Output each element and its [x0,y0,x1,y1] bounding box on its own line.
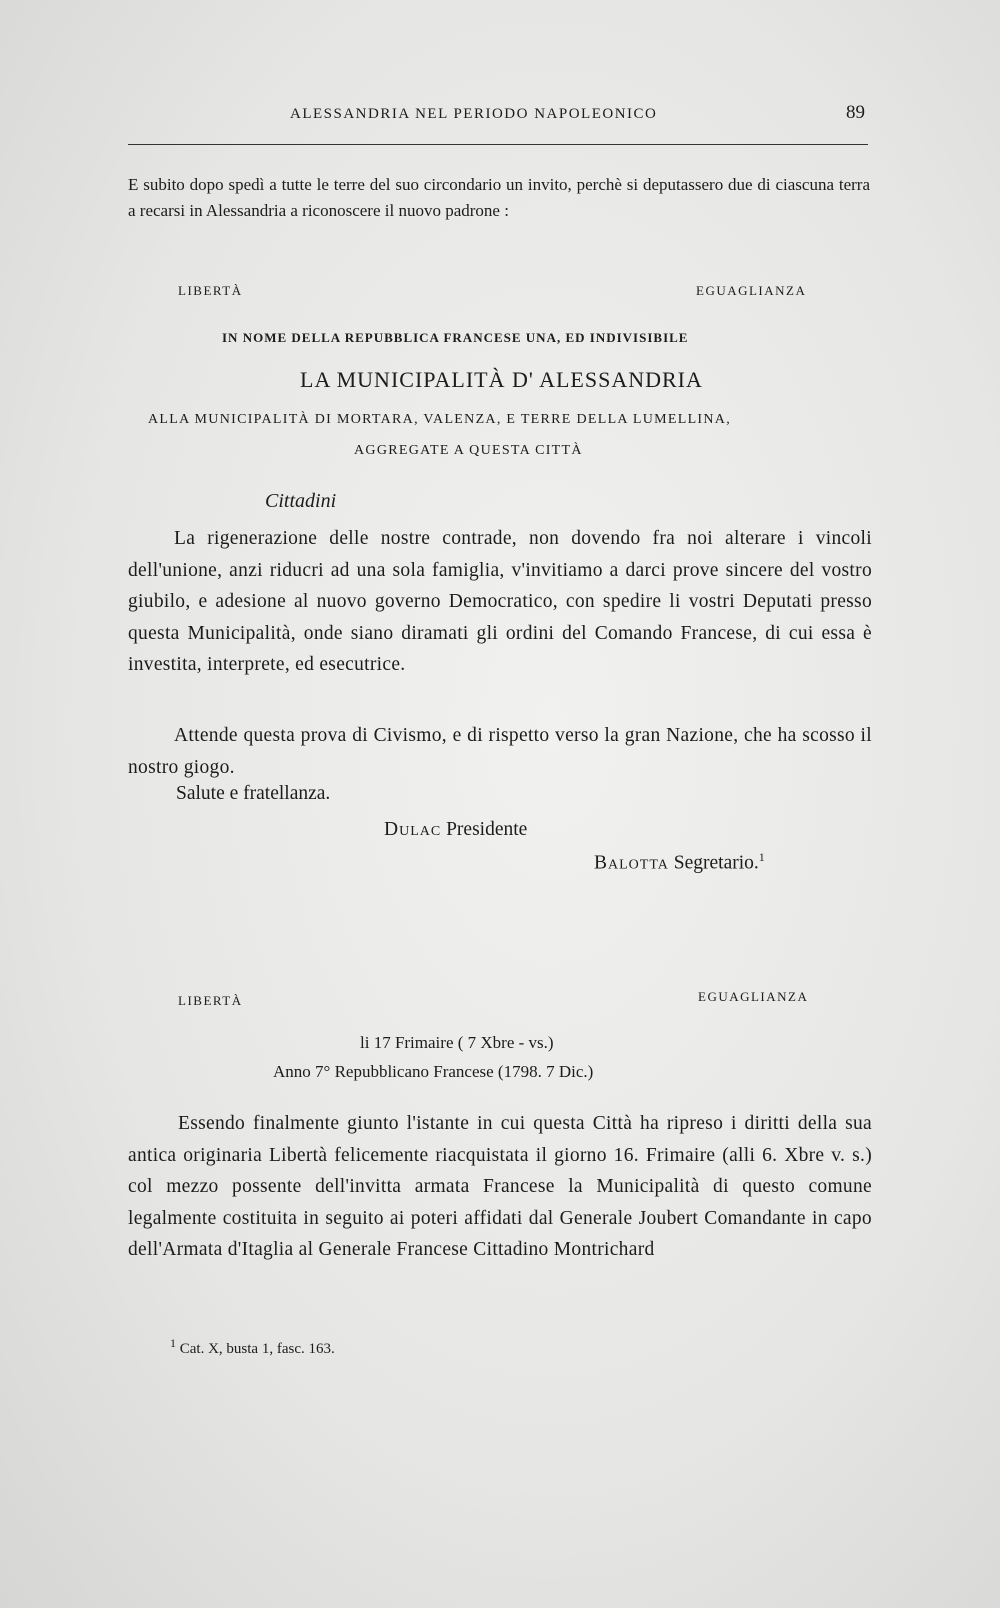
date-line-2: Anno 7° Repubblicano Francese (1798. 7 Dic.) [273,1062,594,1081]
signer2-name: Balotta [594,852,669,874]
proclamation-title: LA MUNICIPALITÀ D' ALESSANDRIA [300,367,703,392]
signature-president [384,819,527,841]
closing-line: Salute e fratellanza. [176,783,331,804]
second-document-paragraph: Essendo finalmente giunto l'istante in cui questa Città ha ripreso i diritti della sua antica originaria Libertà felicemente riacquistata il giorno 16. Frimaire (alli 6. Xbre v. s.) col mezzo possente dell'invitta armata Francese la Municipalità di questo comune legalmente costituita in seguito ai poteri affidati dal Generale Joubert Comandante in capo dell'Armata d'Itaglia al Generale Francese Cittadino Montrichard [128,1113,872,1260]
motto-liberta-2: LIBERTÀ [178,993,243,1008]
proclamation-paragraph-2: Attende questa prova di Civismo, e di rispetto verso la gran Nazione, che ha scosso il nostro giogo. [128,725,872,778]
signature-secretary [594,850,765,875]
address-line-2: AGGREGATE A QUESTA CITTÀ [354,443,583,458]
proclamation-subtitle: IN NOME DELLA REPUBBLICA FRANCESE UNA, ED INDIVISIBILE [222,330,689,345]
motto-liberta: LIBERTÀ [178,283,243,298]
signer1-role: Presidente [446,819,528,840]
signer1-name: Dulac [384,819,442,840]
proclamation-paragraph-1: La rigenerazione delle nostre contrade, non dovendo fra noi alterare i vincoli dell'unione, anzi riducri ad una sola famiglia, v'invitiamo a darci prove sincere del vostro giubilo, e adesione al nuovo governo Democratico, con spedire li vostri Deputati presso questa Municipalità, onde siano diramati gli ordini del Comando Francese, di cui essa è investita, interprete, ed esecutrice. [128,528,872,675]
footnote-text: Cat. X, busta 1, fasc. 163. [179,1341,335,1357]
footnote-marker: 1 [170,1336,176,1350]
running-head: ALESSANDRIA NEL PERIODO NAPOLEONICO [290,106,658,122]
address-line-1: ALLA MUNICIPALITÀ DI MORTARA, VALENZA, E TERRE DELLA LUMELLINA, [148,412,732,427]
footnote [170,1336,335,1358]
intro-paragraph: E subito dopo spedì a tutte le terre del suo circondario un invito, perchè si deputassero due di ciascuna terra a recarsi in Alessandria a riconoscere il nuovo padrone : [128,175,870,220]
page-number: 89 [846,102,865,123]
header-rule [128,144,868,145]
footnote-reference: 1 [758,850,765,864]
salutation: Cittadini [265,490,337,512]
motto-eguaglianza-2: EGUAGLIANZA [698,989,809,1004]
date-line-1: li 17 Frimaire ( 7 Xbre - vs.) [360,1033,554,1052]
motto-eguaglianza: EGUAGLIANZA [696,283,807,298]
signer2-role: Segretario. [673,852,759,874]
